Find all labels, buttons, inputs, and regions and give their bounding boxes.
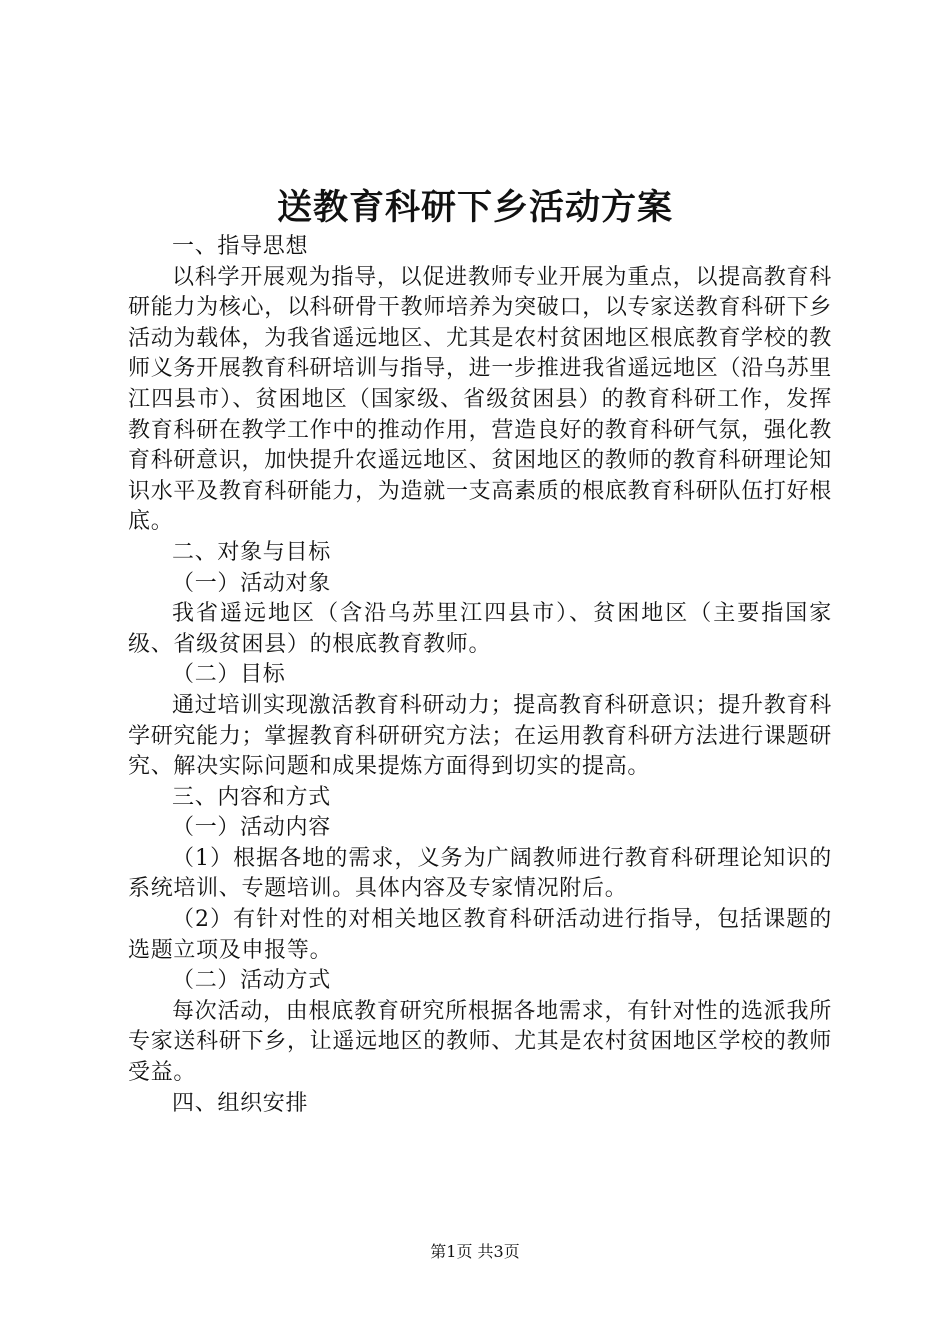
paragraph-goals: 通过培训实现激活教育科研动力；提高教育科研意识；提升教育科学研究能力；掌握教育科研研究方法；在运用教育科研方法进行课题研究、解决实际问题和成果提炼方面得到切实的提高。 [128, 692, 832, 780]
section-heading-organization: 四、组织安排 [172, 1090, 309, 1116]
paragraph-content-item-2: （2）有针对性的对相关地区教育科研活动进行指导，包括课题的选题立项及申报等。 [128, 907, 832, 963]
subheading-activity-methods: （二）活动方式 [172, 968, 331, 994]
page-footer: 第1页 共3页 [430, 1242, 520, 1261]
paragraph-activity-targets: 我省遥远地区（含沿乌苏里江四县市）、贫困地区（主要指国家级、省级贫困县）的根底教育教师。 [128, 601, 832, 657]
subheading-goals: （二）目标 [172, 662, 286, 688]
subheading-activity-content: （一）活动内容 [172, 815, 331, 841]
paragraph-content-item-1: （1）根据各地的需求，义务为广阔教师进行教育科研理论知识的系统培训、专题培训。具体内容及专家情况附后。 [128, 845, 832, 902]
paragraph-guiding-thought: 以科学开展观为指导，以促进教师专业开展为重点，以提高教育科研能力为核心，以科研骨干教师培养为突破口，以专家送教育科研下乡活动为载体，为我省遥远地区、尤其是农村贫困地区根底教育学校的教师义务开展教育科研培训与指导，进一步推进我省遥远地区（沿乌苏里江四县市）、贫困地区（国家级、省级贫困县）的教育科研工作，发挥教育科研在教学工作中的推动作用，营造良好的教育科研气氛，强化教育科研意识，加快提升农遥远地区、贫困地区的教师的教育科研理论知识水平及教育科研能力，为造就一支高素质的根底教育科研队伍打好根底。 [128, 264, 832, 535]
section-heading-content-methods: 三、内容和方式 [172, 784, 331, 810]
subheading-activity-targets: （一）活动对象 [172, 570, 331, 596]
section-heading-targets-goals: 二、对象与目标 [172, 539, 331, 565]
section-heading-guiding-thought: 一、指导思想 [172, 234, 309, 259]
document-title: 送教育科研下乡活动方案 [276, 187, 673, 228]
document-body [128, 232, 832, 1119]
paragraph-activity-methods: 每次活动，由根底教育研究所根据各地需求，有针对性的选派我所专家送科研下乡，让遥远地区的教师、尤其是农村贫困地区学校的教师受益。 [128, 998, 832, 1086]
